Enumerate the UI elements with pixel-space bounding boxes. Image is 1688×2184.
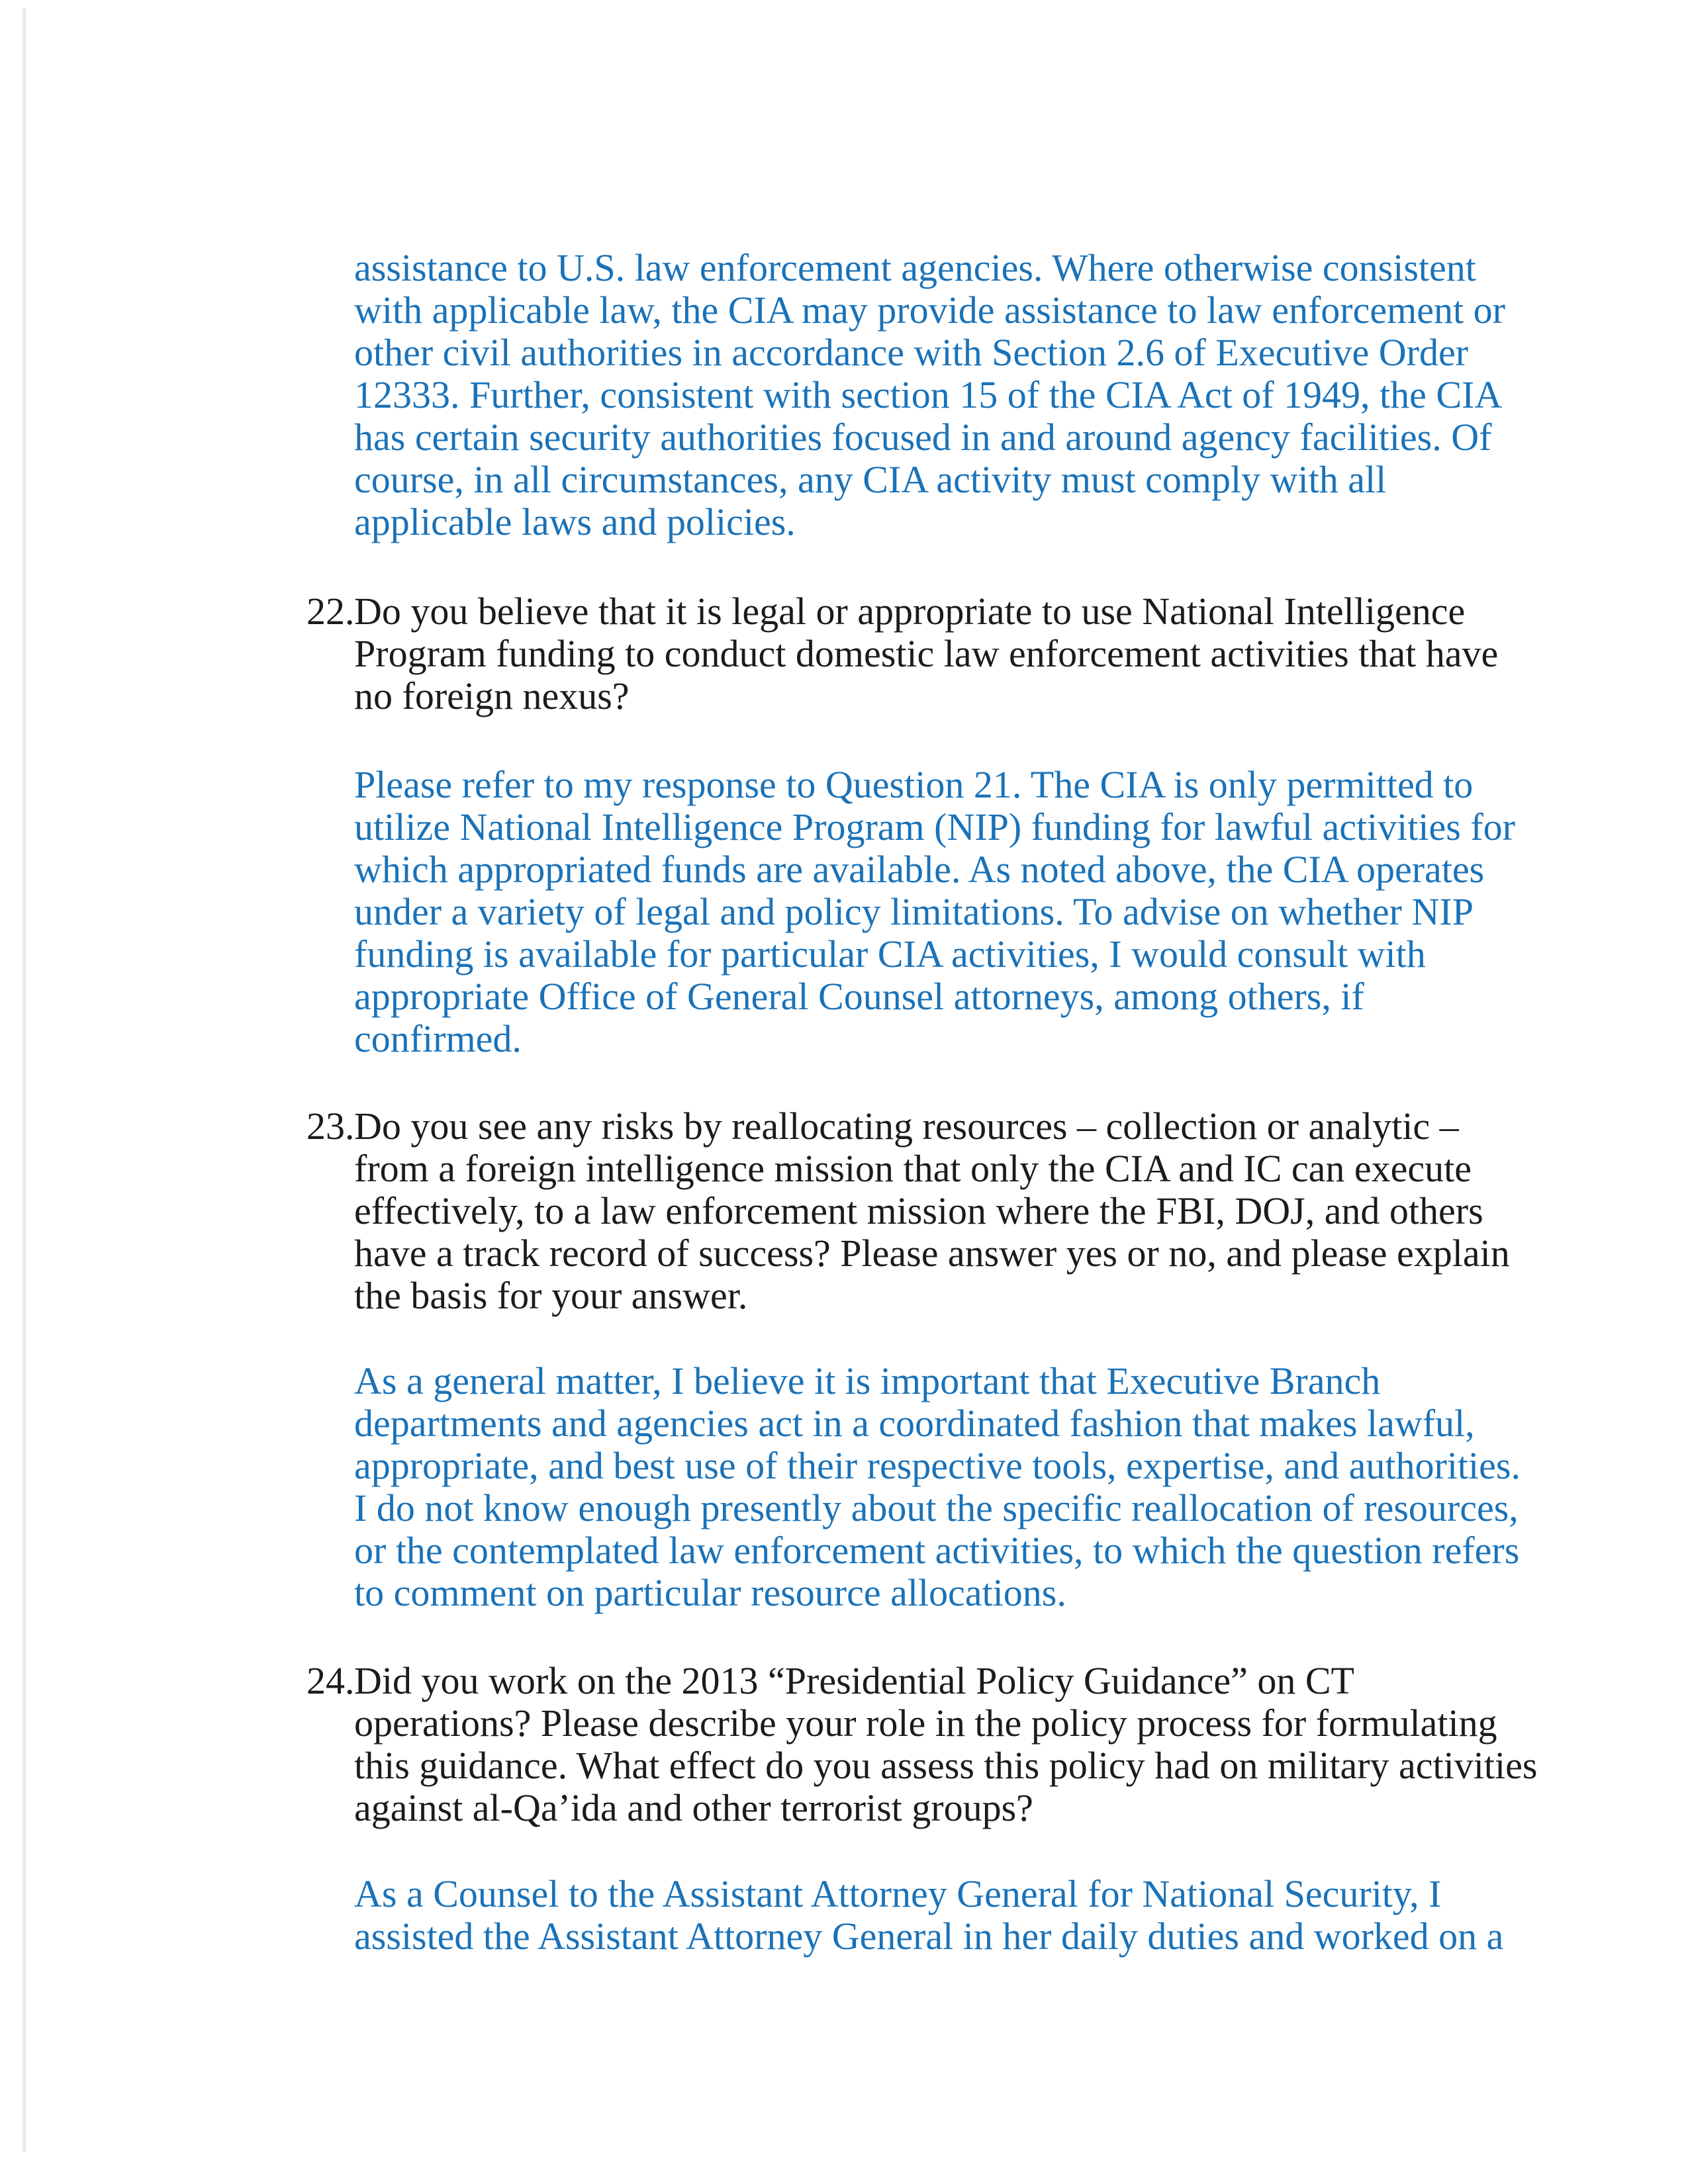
answer-line: Please refer to my response to Question 21. The CIA is only permitted to [354,763,1474,806]
answer-line: confirmed. [354,1017,522,1060]
answer-22 [354,764,1515,1060]
answer-line: assistance to U.S. law enforcement agencies. Where otherwise consistent [354,246,1476,289]
answer-line: funding is available for particular CIA activities, I would consult with [354,933,1426,976]
question-line [306,1660,1537,1702]
question-line: this guidance. What effect do you assess this policy had on military activities [354,1744,1538,1787]
question-line: from a foreign intelligence mission that only the CIA and IC can execute [354,1147,1472,1190]
answer-line: to comment on particular resource allocations. [354,1571,1066,1614]
question-text: Did you work on the 2013 “Presidential Policy Guidance” on CT [354,1659,1354,1702]
answer-line: appropriate Office of General Counsel attorneys, among others, if [354,975,1364,1018]
answer-line: 12333. Further, consistent with section 15 of the CIA Act of 1949, the CIA [354,373,1503,416]
answer-line: or the contemplated law enforcement activities, to which the question refers [354,1529,1520,1572]
answer-line: utilize National Intelligence Program (NIP) funding for lawful activities for [354,805,1515,848]
question-line: Program funding to conduct domestic law enforcement activities that have [354,632,1499,675]
answer-line: As a Counsel to the Assistant Attorney General for National Security, I [354,1872,1442,1915]
question-line: the basis for your answer. [354,1274,748,1317]
answer-line: with applicable law, the CIA may provide assistance to law enforcement or [354,289,1505,332]
answer-21-continued [354,247,1505,543]
answer-line: course, in all circumstances, any CIA activity must comply with all [354,458,1387,501]
scan-edge-line [23,8,26,2152]
answer-line: appropriate, and best use of their respective tools, expertise, and authorities. [354,1444,1521,1487]
answer-line: under a variety of legal and policy limitations. To advise on whether NIP [354,890,1474,933]
answer-line: departments and agencies act in a coordinated fashion that makes lawful, [354,1402,1475,1445]
question-line: operations? Please describe your role in the policy process for formulating [354,1702,1497,1745]
answer-line: I do not know enough presently about the specific reallocation of resources, [354,1486,1519,1529]
answer-line: has certain security authorities focused in and around agency facilities. Of [354,416,1492,459]
question-line: no foreign nexus? [354,674,630,717]
question-23 [306,1105,1510,1317]
answer-line: assisted the Assistant Attorney General in her daily duties and worked on a [354,1915,1504,1958]
question-line: against al-Qa’ida and other terrorist groups? [354,1786,1033,1829]
question-line: effectively, to a law enforcement mission where the FBI, DOJ, and others [354,1189,1483,1232]
question-text: Do you see any risks by reallocating resources – collection or analytic – [354,1105,1459,1148]
question-line [306,590,1498,633]
question-number: 23. [306,1105,355,1148]
answer-line: other civil authorities in accordance with Section 2.6 of Executive Order [354,331,1469,374]
answer-line: which appropriated funds are available. As noted above, the CIA operates [354,848,1485,891]
question-24 [306,1660,1537,1829]
question-number: 24. [306,1659,355,1702]
question-text: Do you believe that it is legal or appropriate to use National Intelligence [354,590,1466,633]
answer-24 [354,1873,1503,1958]
answer-line: applicable laws and policies. [354,500,796,543]
question-number: 22. [306,590,355,633]
answer-23 [354,1360,1521,1614]
answer-line: As a general matter, I believe it is important that Executive Branch [354,1359,1381,1402]
question-line [306,1105,1510,1148]
question-line: have a track record of success? Please answer yes or no, and please explain [354,1232,1510,1275]
question-22 [306,590,1498,717]
